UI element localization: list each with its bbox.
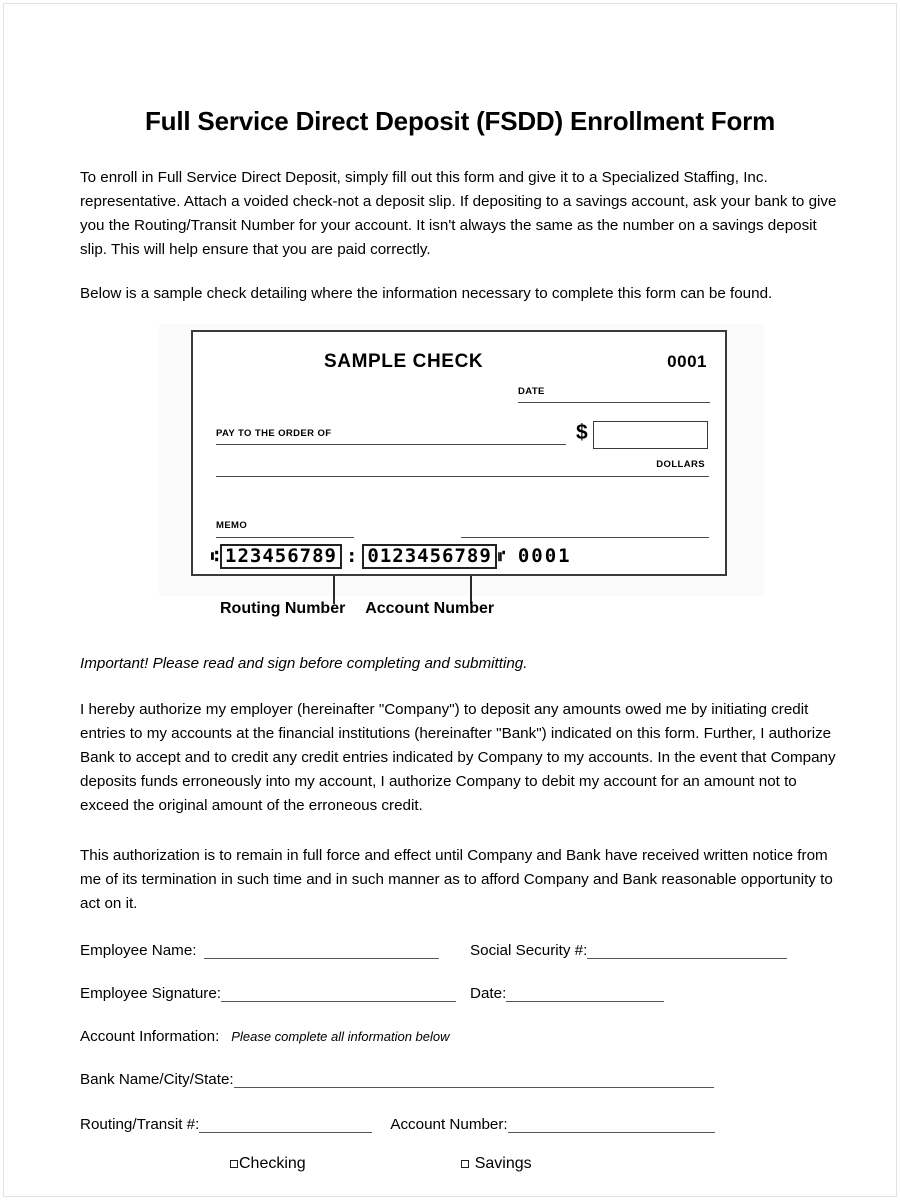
bank-name-label: Bank Name/City/State: bbox=[80, 1070, 234, 1088]
document-page bbox=[3, 3, 897, 1197]
check-date-label: DATE bbox=[518, 385, 545, 397]
sample-check-intro-paragraph: Below is a sample check detailing where the information necessary to complete this form can be found. bbox=[80, 284, 773, 302]
check-callout-labels bbox=[220, 600, 510, 618]
checking-option[interactable] bbox=[230, 1155, 306, 1173]
routing-account-row bbox=[80, 1116, 840, 1133]
routing-transit-input[interactable] bbox=[199, 1117, 372, 1133]
routing-transit-label: Routing/Transit #: bbox=[80, 1115, 200, 1133]
social-security-label: Social Security #: bbox=[470, 941, 588, 959]
micr-separator: : bbox=[345, 545, 359, 568]
sample-check-figure bbox=[80, 324, 840, 626]
account-number-callout-label: Account Number bbox=[365, 599, 495, 617]
checkbox-icon[interactable] bbox=[461, 1160, 469, 1168]
date-label: Date: bbox=[470, 984, 507, 1002]
check-date-rule bbox=[518, 402, 710, 404]
social-security-input[interactable] bbox=[587, 943, 787, 959]
check-dollars-rule bbox=[216, 476, 709, 478]
termination-paragraph: This authorization is to remain in full force and effect until Company and Bank have received written notice from me of its termination in such time and in such manner as to afford Company and Bank reasonable opportunity to act on it. bbox=[80, 846, 833, 912]
date-input[interactable] bbox=[506, 986, 664, 1002]
employee-name-row bbox=[80, 942, 840, 959]
check-memo-rule bbox=[216, 537, 354, 539]
check-amount-box bbox=[593, 421, 708, 449]
account-number-label: Account Number: bbox=[390, 1115, 508, 1133]
micr-account-number: 0123456789 bbox=[362, 544, 496, 569]
check-micr-line bbox=[210, 544, 572, 569]
check-dollars-label: DOLLARS bbox=[656, 458, 705, 470]
authorization-paragraph: I hereby authorize my employer (hereinafter "Company") to deposit any amounts owed me by initiating credit entries to my accounts at the financial institutions (hereinafter "Bank") indicated on this form. Further, I authorize Bank to accept and to credit any credit entries indicated by Company to my accounts. In the event that Company deposits funds erroneously into my account, I authorize Company to debit my account for an amount not to exceed the original amount of the erroneous credit. bbox=[80, 700, 836, 814]
micr-transit-symbol-left: ⑆ bbox=[211, 546, 220, 565]
savings-option-label: Savings bbox=[474, 1154, 532, 1172]
savings-option[interactable] bbox=[461, 1155, 532, 1173]
form-fields bbox=[80, 916, 840, 1173]
account-information-note: Please complete all information below bbox=[231, 1028, 450, 1044]
check-pay-to-label: PAY TO THE ORDER OF bbox=[216, 427, 332, 439]
account-number-input[interactable] bbox=[508, 1117, 715, 1133]
employee-signature-input[interactable] bbox=[221, 986, 456, 1002]
check-memo-label: MEMO bbox=[216, 519, 248, 531]
account-information-row bbox=[80, 1028, 840, 1045]
bank-name-row bbox=[80, 1071, 840, 1088]
document-content bbox=[80, 4, 840, 1173]
employee-signature-row bbox=[80, 985, 840, 1002]
important-notice: Important! Please read and sign before completing and submitting. bbox=[80, 654, 528, 672]
routing-number-callout-label: Routing Number bbox=[220, 599, 346, 617]
micr-check-number: 0001 bbox=[517, 545, 572, 568]
check-signature-rule bbox=[461, 537, 709, 539]
employee-name-label: Employee Name: bbox=[80, 941, 197, 959]
checking-option-label: Checking bbox=[239, 1154, 306, 1172]
account-type-options bbox=[80, 1155, 840, 1173]
account-information-label: Account Information: bbox=[80, 1027, 220, 1045]
check-pay-to-rule bbox=[216, 444, 566, 446]
sample-check-number-top: 0001 bbox=[667, 351, 707, 371]
sample-check-body bbox=[191, 330, 727, 576]
sample-check-title: SAMPLE CHECK bbox=[324, 350, 484, 372]
employee-name-input[interactable] bbox=[204, 943, 439, 959]
micr-routing-number: 123456789 bbox=[220, 544, 342, 569]
page-title: Full Service Direct Deposit (FSDD) Enrollment Form bbox=[145, 106, 775, 136]
checkbox-icon[interactable] bbox=[230, 1160, 238, 1168]
micr-on-us-symbol-right: ⑈ bbox=[497, 546, 506, 565]
intro-paragraph: To enroll in Full Service Direct Deposit, simply fill out this form and give it to a Specialized Staffing, Inc. representative. Attach a voided check-not a deposit slip. If depositing to a savings account, ask your bank to give you the Routing/Transit Number for your account. It isn't always the same as the number on a savings deposit slip. This will help ensure that you are paid correctly. bbox=[80, 168, 837, 258]
employee-signature-label: Employee Signature: bbox=[80, 984, 221, 1002]
bank-name-input[interactable] bbox=[234, 1072, 714, 1088]
check-dollar-sign: $ bbox=[576, 420, 588, 444]
